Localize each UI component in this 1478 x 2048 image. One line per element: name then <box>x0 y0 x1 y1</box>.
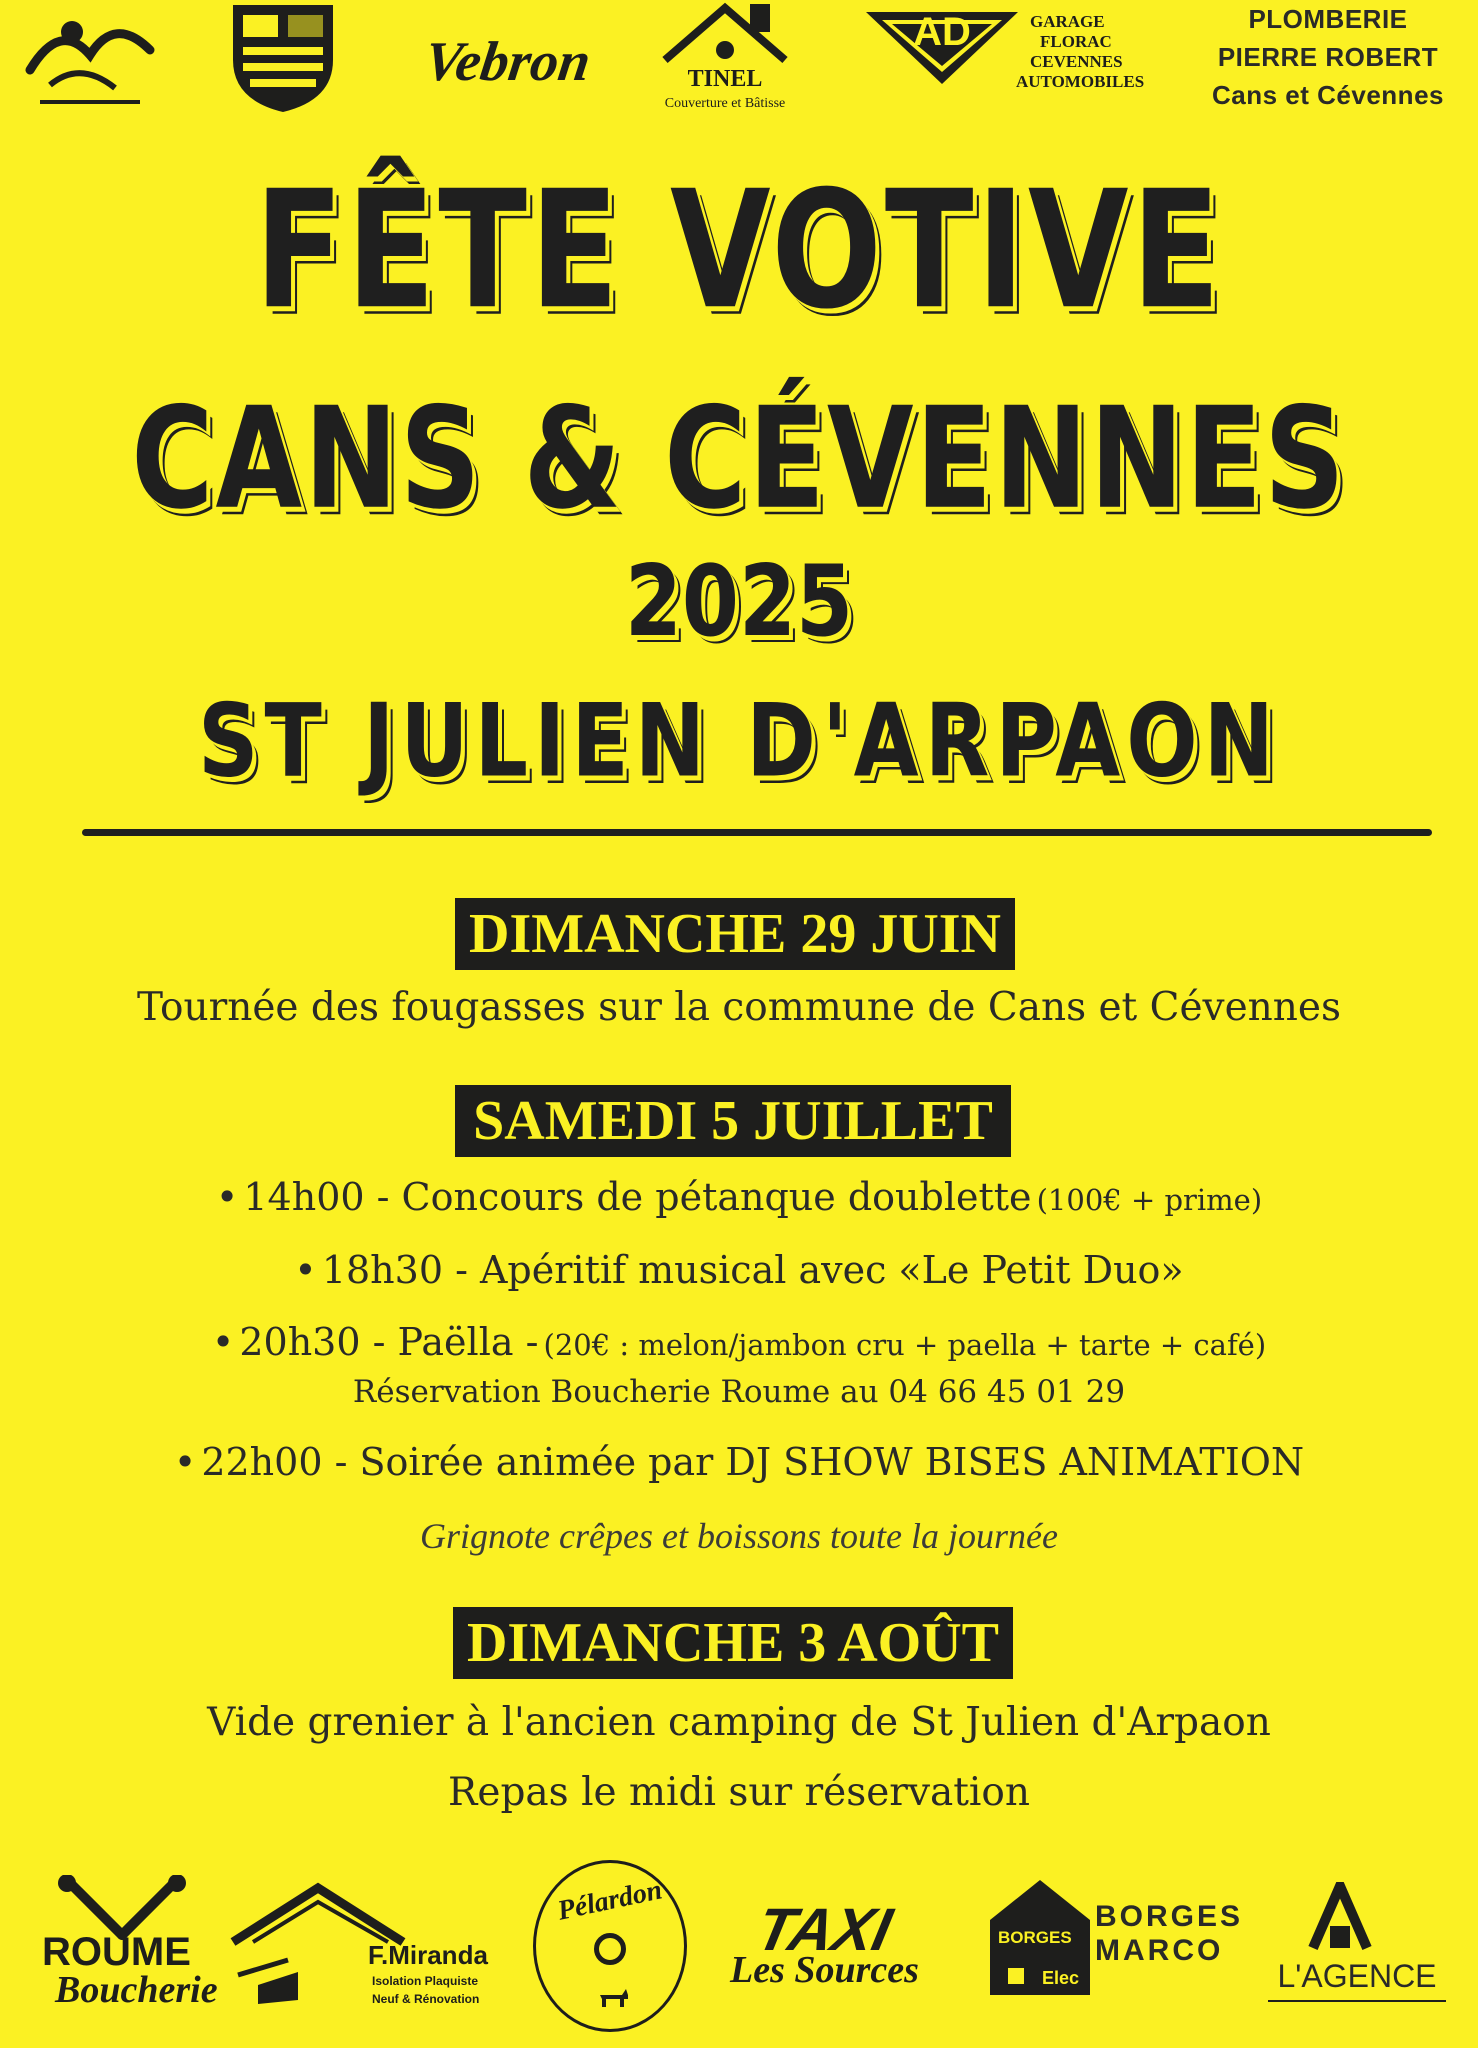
title-line-2: CANS & CÉVENNES <box>131 378 1347 541</box>
roume-subtitle: Boucherie <box>55 1969 218 2011</box>
schedule-item-2 <box>0 1248 1478 1292</box>
goat-icon <box>596 1985 630 2009</box>
roof-icon <box>655 0 795 65</box>
divider-rule <box>82 829 1432 836</box>
borges-elec-sub: Elec <box>1042 1968 1080 1988</box>
borges-marco-line-2: MARCO <box>1095 1934 1224 1967</box>
schedule-item-2-main: 18h30 - Apéritif musical avec «Le Petit Duo» <box>321 1248 1184 1292</box>
date-band-sunday-june: DIMANCHE 29 JUIN <box>455 898 1015 970</box>
schedule-item-1-main: 14h00 - Concours de pétanque doublette <box>243 1175 1032 1219</box>
agence-name: L'AGENCE <box>1277 1958 1437 1994</box>
garage-line-2: FLORAC <box>1040 32 1112 51</box>
plomberie-line-2: PIERRE ROBERT <box>1217 42 1439 72</box>
plomberie-line-1: PLOMBERIE <box>1248 4 1408 34</box>
schedule-item-1-extra: (100€ + prime) <box>1036 1183 1263 1217</box>
taxi-label: TAXI <box>750 1896 898 1963</box>
date-band-saturday-july: SAMEDI 5 JUILLET <box>455 1085 1011 1157</box>
schedule-item-4-main: 22h00 - Soirée animée par DJ SHOW BISES ANIMATION <box>201 1440 1305 1484</box>
miranda-line-2: Neuf & Rénovation <box>372 1992 480 2006</box>
coat-of-arms-icon <box>228 0 338 115</box>
day3-line-2: Repas le midi sur réservation <box>448 1770 1030 1815</box>
schedule-item-1 <box>0 1175 1478 1219</box>
borges-elec-name: BORGES <box>998 1928 1072 1947</box>
taxi-subtitle: Les Sources <box>730 1949 919 1991</box>
bullet: • <box>173 1440 197 1484</box>
tinel-name: TINEL <box>687 66 763 92</box>
food-note: Grignote crêpes et boissons toute la journée <box>420 1516 1058 1556</box>
vebron-logo: Vebron <box>420 31 595 93</box>
bullet: • <box>211 1320 235 1364</box>
schedule-item-3-extra: (20€ : melon/jambon cru + paella + tarte + café) <box>543 1328 1267 1362</box>
pelardon-badge <box>533 1860 687 2032</box>
pelardon-name: Pélardon <box>554 1874 665 1927</box>
sponsor-logo-emblem <box>20 0 160 115</box>
schedule-item-3-main: 20h30 - Paëlla - <box>239 1320 539 1364</box>
day1-description: Tournée des fougasses sur la commune de Cans et Cévennes <box>137 985 1341 1030</box>
date-band-sunday-august: DIMANCHE 3 AOÛT <box>453 1607 1013 1679</box>
garage-line-4: AUTOMOBILES <box>1016 72 1145 91</box>
ad-badge-text: AD <box>913 10 971 54</box>
cheese-icon <box>594 1933 626 1965</box>
roume-name: ROUME <box>42 1930 191 1974</box>
plomberie-line-3: Cans et Cévennes <box>1212 80 1444 110</box>
schedule-item-3 <box>0 1320 1478 1364</box>
bullet: • <box>294 1248 317 1292</box>
garage-line-3: CEVENNES <box>1030 52 1123 71</box>
day3-line-1: Vide grenier à l'ancien camping de St Julien d'Arpaon <box>207 1700 1271 1745</box>
title-line-1: FÊTE VOTIVE <box>254 155 1224 345</box>
title-year: 2025 <box>624 545 854 659</box>
agence-a-icon <box>1305 1882 1375 1952</box>
tinel-subtitle: Couverture et Bâtisse <box>664 96 786 111</box>
garage-line-1: GARAGE <box>1030 12 1105 31</box>
agence-underline <box>1268 2000 1446 2002</box>
miranda-name: F.Miranda <box>368 1940 488 1970</box>
miranda-line-1: Isolation Plaquiste <box>372 1974 479 1988</box>
title-place: ST JULIEN D'ARPAON <box>198 682 1280 800</box>
plomberie-logo <box>1178 0 1478 114</box>
bullet: • <box>215 1175 239 1219</box>
schedule-item-4 <box>0 1440 1478 1484</box>
reservation-line: Réservation Boucherie Roume au 04 66 45 01 29 <box>352 1374 1126 1410</box>
borges-marco-line-1: BORGES <box>1095 1900 1244 1933</box>
